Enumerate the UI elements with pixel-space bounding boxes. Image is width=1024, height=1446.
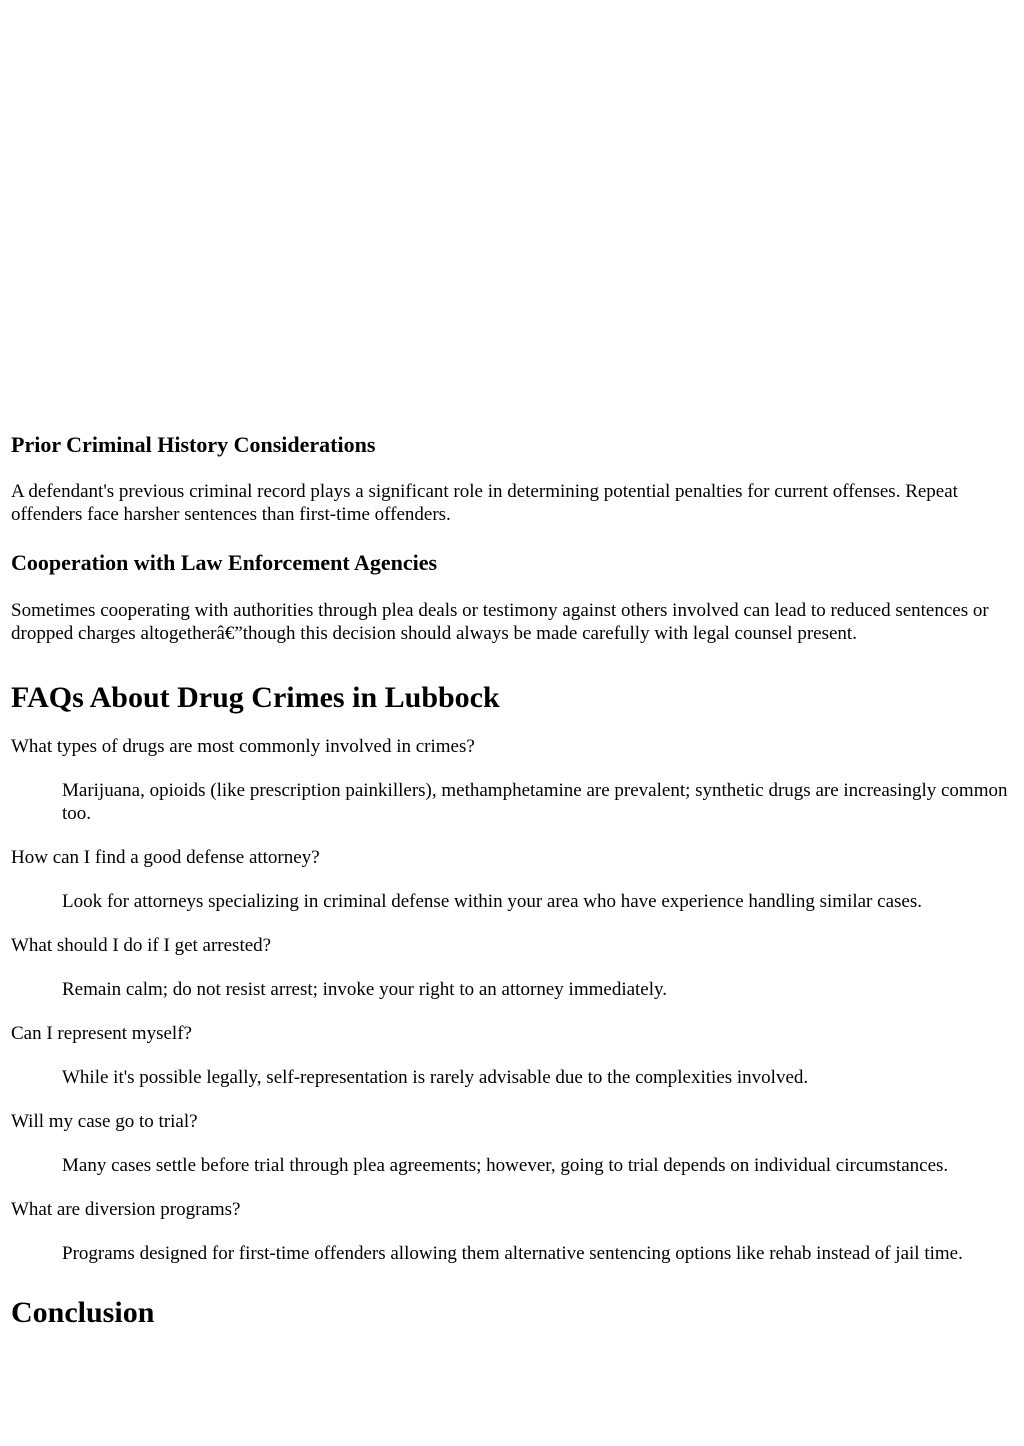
section-heading-prior-history: Prior Criminal History Considerations	[11, 432, 376, 457]
faq-question: What types of drugs are most commonly involved in crimes?	[11, 736, 475, 757]
faq-question: What should I do if I get arrested?	[11, 935, 272, 956]
faq-answer: Programs designed for first-time offenders allowing them alternative sentencing options like rehab instead of jail time.	[62, 1243, 963, 1264]
faq-question: What are diversion programs?	[11, 1199, 241, 1220]
faq-answer: Remain calm; do not resist arrest; invoke your right to an attorney immediately.	[62, 979, 668, 1000]
conclusion-heading: Conclusion	[11, 1296, 155, 1329]
section-paragraph-prior-history: A defendant's previous criminal record plays a significant role in determining potential penalties for current offenses. Repeat offenders face harsher sentences than first-time offenders.	[11, 481, 958, 525]
section-paragraph-cooperation: Sometimes cooperating with authorities through plea deals or testimony against others involved can lead to reduced sentences or dropped charges altogetherâ€”though this decision should always be made carefully with legal counsel present.	[11, 600, 989, 644]
faq-list	[11, 735, 1016, 1265]
section-heading-cooperation: Cooperation with Law Enforcement Agencies	[11, 550, 438, 575]
faq-question: Can I represent myself?	[11, 1023, 192, 1044]
faq-heading: FAQs About Drug Crimes in Lubbock	[11, 681, 500, 714]
faq-answer: Look for attorneys specializing in criminal defense within your area who have experience handling similar cases.	[62, 891, 922, 912]
faq-question: How can I find a good defense attorney?	[11, 847, 320, 868]
faq-question: Will my case go to trial?	[11, 1111, 198, 1132]
article-content	[11, 0, 1016, 1330]
blank-image-area	[11, 0, 1016, 423]
faq-answer: Many cases settle before trial through plea agreements; however, going to trial depends on individual circumstances.	[62, 1155, 949, 1176]
faq-answer: While it's possible legally, self-representation is rarely advisable due to the complexities involved.	[62, 1067, 809, 1088]
faq-answer: Marijuana, opioids (like prescription painkillers), methamphetamine are prevalent; synthetic drugs are increasingly common too.	[62, 780, 1008, 824]
